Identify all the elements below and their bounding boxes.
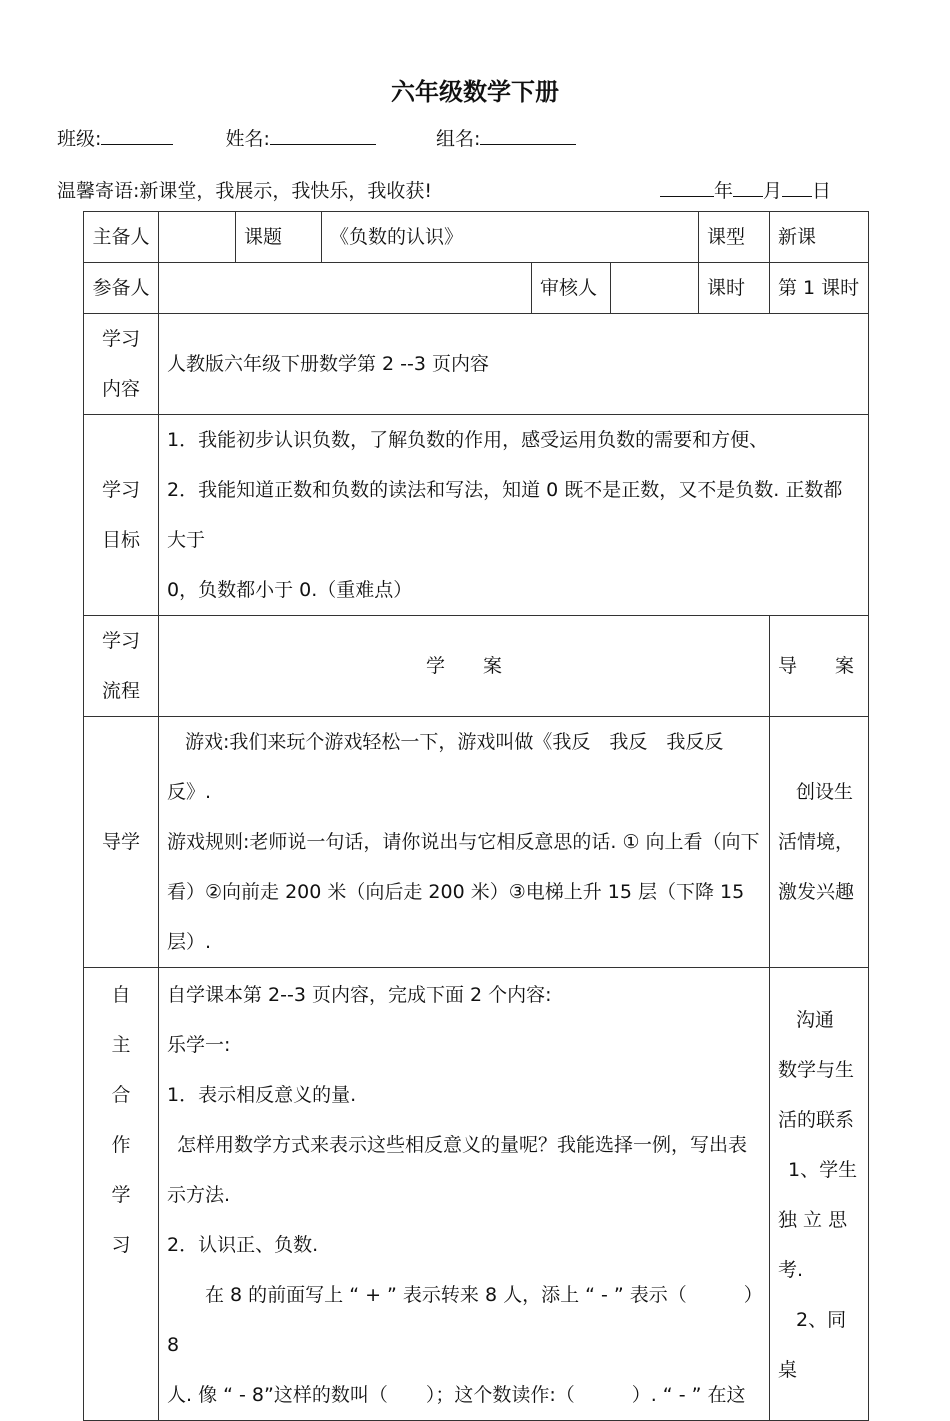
self-study-guide-line: 数学与生 (778, 1059, 855, 1081)
page-title: 六年级数学下册 (391, 78, 559, 106)
goals-text (159, 415, 869, 616)
self-study-guide-line: 沟通 (796, 1009, 835, 1031)
self-study-char: 作 (111, 1134, 131, 1156)
reviewer-value (611, 263, 699, 314)
date-line (660, 176, 831, 203)
group-blank[interactable] (480, 126, 576, 145)
self-study-char: 主 (111, 1034, 131, 1056)
self-study-guide-line: 活的联系 (778, 1109, 855, 1131)
lesson-plan-table (83, 211, 869, 1421)
topic-value: 《负数的认识》 (322, 212, 699, 263)
content-label-1: 学习 (101, 328, 140, 350)
intro-guide (770, 717, 869, 968)
self-study-line: 示方法. (167, 1184, 231, 1206)
goal-line-1: 1．我能初步认识负数，了解负数的作用，感受运用负数的需要和方便、 (167, 429, 769, 451)
self-study-guide-line: 1、学生 (788, 1159, 858, 1181)
intro-guide-1: 创设生 (796, 781, 854, 803)
goals-label-1: 学习 (101, 479, 140, 501)
row-self-study (84, 968, 869, 1421)
self-study-char: 合 (111, 1084, 131, 1106)
type-label: 课型 (699, 212, 770, 263)
self-study-guide-line: 2、同桌 (778, 1309, 847, 1381)
content-label-2: 内容 (101, 378, 140, 400)
self-study-line: 自学课本第 2--3 页内容，完成下面 2 个内容: (167, 984, 552, 1006)
flow-label-1: 学习 (101, 630, 140, 652)
group-label: 组名: (436, 128, 481, 150)
self-study-line: 乐学一: (167, 1034, 231, 1056)
year-label: 年 (714, 180, 734, 202)
goals-label-2: 目标 (101, 529, 140, 551)
self-study-char: 习 (111, 1234, 131, 1256)
year-blank[interactable] (660, 178, 714, 197)
period-label: 课时 (699, 263, 770, 314)
intro-line-3: 看）②向前走 200 米（向后走 200 米）③电梯上升 15 层（下降 15 层）. (167, 881, 745, 953)
row-intro (84, 717, 869, 968)
month-blank[interactable] (733, 178, 763, 197)
self-study-label (84, 968, 159, 1421)
self-study-line: 2．认识正、负数. (167, 1234, 319, 1256)
preparer-value (159, 212, 236, 263)
self-study-char: 自 (111, 984, 131, 1006)
preparer-label: 主备人 (84, 212, 159, 263)
goal-line-2: 2．我能知道正数和负数的读法和写法，知道 0 既不是正数，又不是负数. 正数都大于 (167, 479, 843, 551)
intro-guide-2: 活情境， (778, 831, 855, 853)
period-value: 第 1 课时 (770, 263, 869, 314)
intro-guide-3: 激发兴趣 (778, 881, 855, 903)
day-label: 日 (812, 180, 832, 202)
self-study-line: 怎样用数学方式来表示这些相反意义的量呢？我能选择一例，写出表 (177, 1134, 748, 1156)
self-study-guide (770, 968, 869, 1421)
type-value: 新课 (770, 212, 869, 263)
reviewer-label: 审核人 (532, 263, 611, 314)
intro-text (159, 717, 770, 968)
self-study-guide-line: 考. (778, 1259, 804, 1281)
self-study-line: 人. 像 “ - 8”这样的数叫（ ）；这个数读作:（ ）. “ - ” 在这 (167, 1384, 746, 1406)
row-goals (84, 415, 869, 616)
self-study-char: 学 (111, 1184, 131, 1206)
co-preparer-label: 参备人 (84, 263, 159, 314)
intro-line-2: 游戏规则:老师说一句话，请你说出与它相反意思的话. ① 向上看（向下 (167, 831, 760, 853)
goal-line-3: 0，负数都小于 0.（重难点） (167, 579, 413, 601)
class-blank[interactable] (101, 126, 173, 145)
study-plan-heading: 学 案 (159, 616, 770, 717)
month-label: 月 (763, 180, 783, 202)
guide-plan-heading: 导 案 (770, 616, 869, 717)
intro-line-1: 游戏:我们来玩个游戏轻松一下，游戏叫做《我反 我反 我反反反》. (167, 731, 724, 803)
topic-label: 课题 (236, 212, 322, 263)
row-header-1 (84, 212, 869, 263)
name-label: 姓名: (225, 128, 270, 150)
content-label (84, 314, 159, 415)
self-study-guide-line: 独 立 思 (778, 1209, 848, 1231)
co-preparer-value (159, 263, 532, 314)
day-blank[interactable] (782, 178, 812, 197)
motto: 温馨寄语:新课堂，我展示，我快乐，我收获! (57, 180, 433, 202)
self-study-line: 在 8 的前面写上 “ + ” 表示转来 8 人，添上 “ - ” 表示（ ）8 (167, 1284, 754, 1356)
row-header-2 (84, 263, 869, 314)
name-blank[interactable] (270, 126, 376, 145)
flow-label (84, 616, 159, 717)
goals-label (84, 415, 159, 616)
row-flow (84, 616, 869, 717)
intro-label: 导学 (84, 717, 159, 968)
content-text: 人教版六年级下册数学第 2 --3 页内容 (159, 314, 869, 415)
student-info (57, 124, 576, 151)
flow-label-2: 流程 (101, 680, 140, 702)
self-study-line: 1．表示相反意义的量. (167, 1084, 357, 1106)
row-content (84, 314, 869, 415)
self-study-text (159, 968, 770, 1421)
class-label: 班级: (57, 128, 102, 150)
